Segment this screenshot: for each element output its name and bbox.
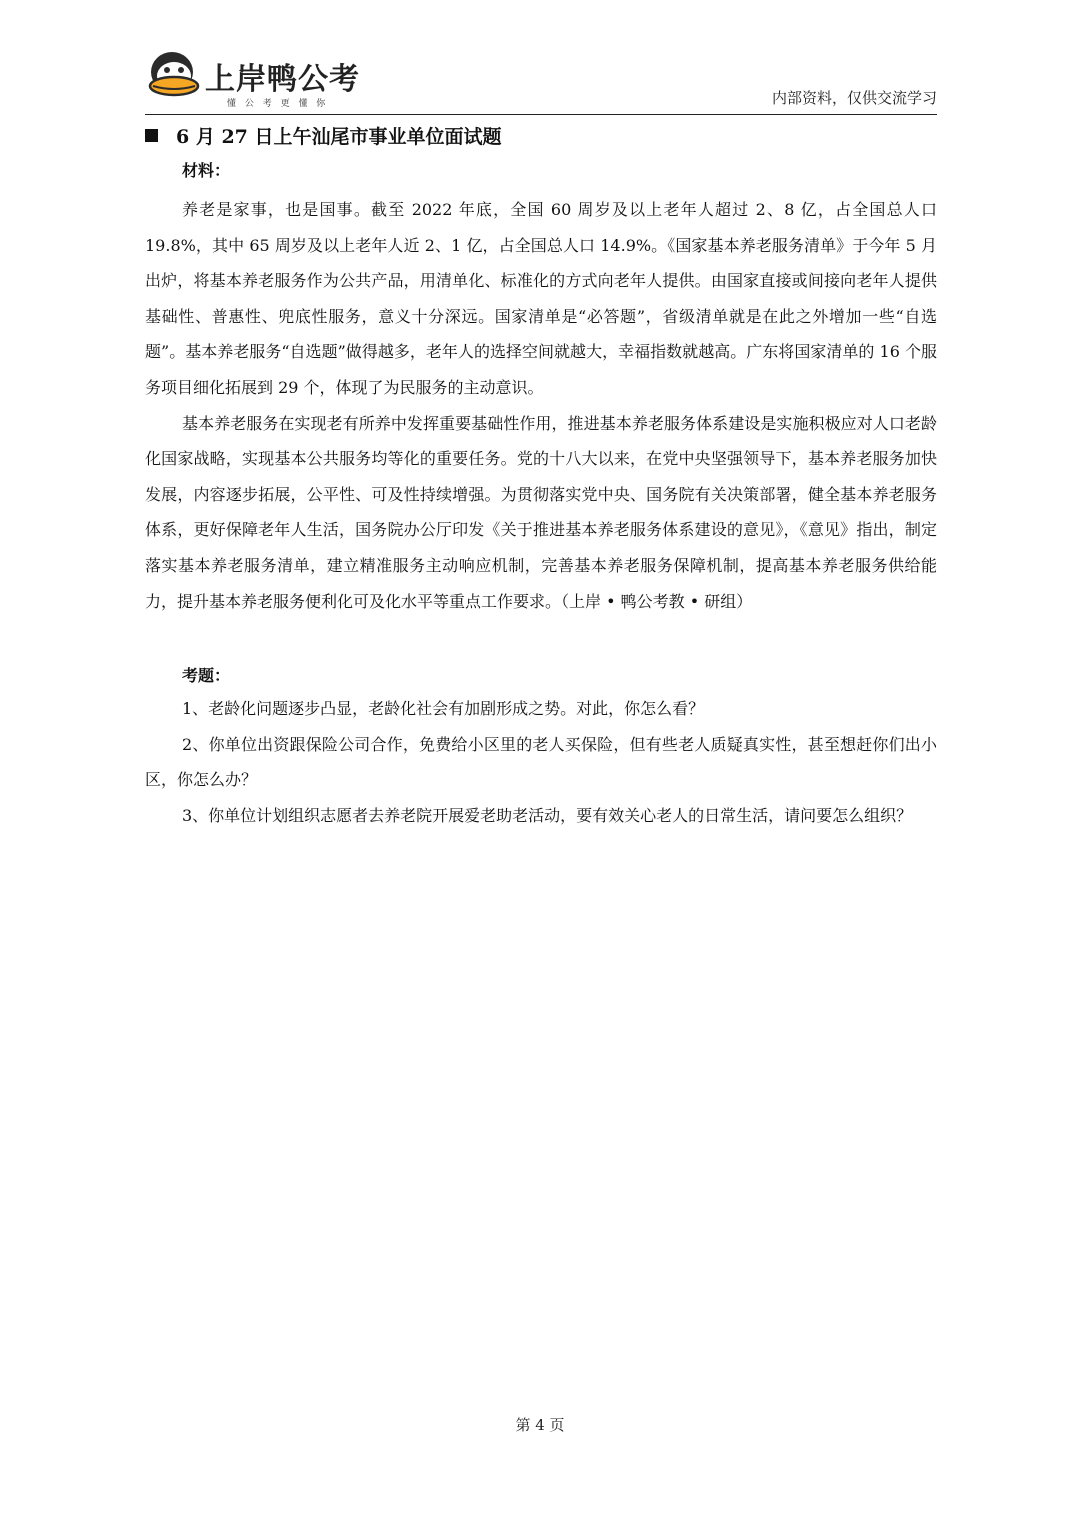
brand-slogan: 懂 公 考 更 懂 你 (227, 99, 329, 109)
question-item: 3、你单位计划组织志愿者去养老院开展爱老助老活动，要有效关心老人的日常生活，请问要怎么组织？ (182, 805, 913, 825)
question-label: 考题： (182, 666, 231, 686)
brand-name: 上岸鸭公考 (205, 62, 360, 97)
brand-logo (145, 48, 360, 109)
black-square-bullet-icon (145, 129, 158, 142)
material-label: 材料： (182, 161, 231, 180)
document-title (145, 122, 937, 152)
material-paragraph: 养老是家事，也是国事。截至 2022 年底，全国 60 周岁及以上老年人超过 2、8 亿，占全国总人口 19.8%，其中 65 周岁及以上老年人近 2、1 亿，占全国总人口 14.9%。《国家基本养老服务清单》于今年 5 月出炉，将基本养老服务作为公共产品，用清单化、标准化的方式向老年人提供。由国家直接或间接向老年人提供基础性、普惠性、兜底性服务，意义十分深远。国家清单是“必答题”，省级清单就是在此之外增加一些“自选题”。基本养老服务“自选题”做得越多，老年人的选择空间就越大，幸福指数就越高。广东将国家清单的 16 个服务项目细化拓展到 29 个，体现了为民服务的主动意识。 (145, 200, 937, 397)
internal-note: 内部资料，仅供交流学习 (771, 89, 937, 107)
document-body (145, 122, 937, 834)
header-divider (145, 114, 937, 115)
duck-logo-icon (145, 48, 205, 104)
question-item: 2、你单位出资跟保险公司合作，免费给小区里的老人买保险，但有些老人质疑真实性，甚至想赶你们出小区，你怎么办？ (145, 734, 937, 790)
section-spacer (145, 619, 937, 657)
page-number: 第 4 页 (515, 1416, 565, 1434)
material-paragraph: 基本养老服务在实现老有所养中发挥重要基础性作用，推进基本养老服务体系建设是实施积极应对人口老龄化国家战略，实现基本公共服务均等化的重要任务。党的十八大以来，在党中央坚强领导下，基本养老服务加快发展，内容逐步拓展，公平性、可及性持续增强。为贯彻落实党中央、国务院有关决策部署，健全基本养老服务体系，更好保障老年人生活，国务院办公厅印发《关于推进基本养老服务体系建设的意见》，《意见》指出，制定落实基本养老服务清单，建立精准服务主动响应机制，完善基本养老服务保障机制，提高基本养老服务供给能力，提升基本养老服务便利化可及化水平等重点工作要求。（上岸 • 鸭公考教 • 研组） (145, 413, 937, 611)
question-item: 1、老龄化问题逐步凸显，老龄化社会有加剧形成之势。对此，你怎么看？ (182, 699, 705, 719)
page-header (145, 40, 937, 115)
title-text: 6 月 27 日上午汕尾市事业单位面试题 (176, 126, 502, 148)
